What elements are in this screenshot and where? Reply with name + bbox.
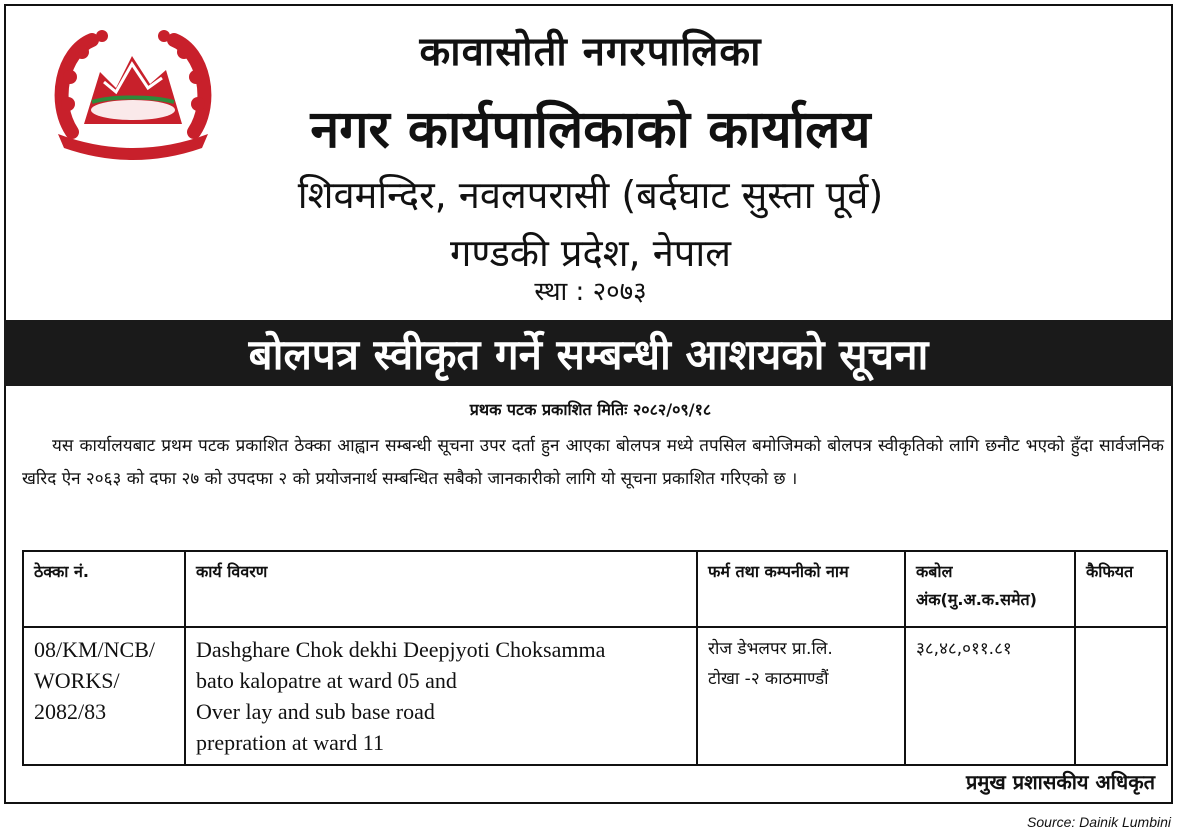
description-line1: Dashghare Chok dekhi Deepjyoti Choksamma: [196, 637, 606, 662]
firm-line2: टोखा -२ काठमाण्डौं: [708, 669, 829, 689]
description-line4: prepration at ward 11: [196, 730, 384, 755]
cell-firm: [697, 627, 905, 765]
office-name: नगर कार्यपालिकाको कार्यालय: [310, 100, 871, 160]
office-address: शिवमन्दिर, नवलपरासी (बर्दघाट सुस्ता पूर्व): [297, 173, 884, 217]
signatory-title: प्रमुख प्रशासकीय अधिकृत: [966, 770, 1155, 794]
contract-no-line2: WORKS/: [34, 668, 120, 693]
tender-table: [22, 550, 1168, 766]
firm-line1: रोज डेभलपर प्रा.लि.: [708, 639, 833, 659]
description-line3: Over lay and sub base road: [196, 699, 435, 724]
header-contract-no: ठेक्का नं.: [23, 551, 185, 627]
description-line2: bato kalopatre at ward 05 and: [196, 668, 457, 693]
municipality-name: कावासोती नगरपालिका: [419, 29, 762, 75]
source-credit: Source: Dainik Lumbini: [1027, 814, 1171, 830]
header-remarks: कैफियत: [1075, 551, 1167, 627]
established-year: स्था : २०७३: [534, 277, 647, 307]
contract-no-line1: 08/KM/NCB/: [34, 637, 156, 662]
header-amount: [905, 551, 1075, 627]
header-amount-line2: अंक(मु.अ.क.समेत): [916, 590, 1037, 609]
table-row: [23, 627, 1167, 765]
cell-description: [185, 627, 697, 765]
published-date: प्रथक पटक प्रकाशित मितिः २०८२/०९/१८: [469, 400, 712, 419]
header-description: कार्य विवरण: [185, 551, 697, 627]
notice-body-text: यस कार्यालयबाट प्रथम पटक प्रकाशित ठेक्का आह्वान सम्बन्धी सूचना उपर दर्ता हुन आएका बोलपत्र मध्ये तपसिल बमोजिमको बोलपत्र स्वीकृतिको लागि छनौट भएको हुँदा सार्वजनिक खरिद ऐन २०६३ को दफा २७ को उपदफा २ को प्रयोजनार्थ सम्बन्धित सबैको जानकारीको लागि यो सूचना प्रकाशित गरिएको छ ।: [22, 436, 1164, 489]
contract-no-line3: 2082/83: [34, 699, 107, 724]
table-header-row: [23, 551, 1167, 627]
notice-body: [22, 430, 1164, 496]
notice-title: बोलपत्र स्वीकृत गर्ने सम्बन्धी आशयको सूचना: [4, 320, 1173, 386]
cell-amount: ३८,४८,०११.८१: [905, 627, 1075, 765]
province-name: गण्डकी प्रदेश, नेपाल: [450, 231, 731, 275]
header-amount-line1: कबोल: [916, 562, 953, 581]
cell-contract-no: [23, 627, 185, 765]
header-firm: फर्म तथा कम्पनीको नाम: [697, 551, 905, 627]
cell-remarks: [1075, 627, 1167, 765]
